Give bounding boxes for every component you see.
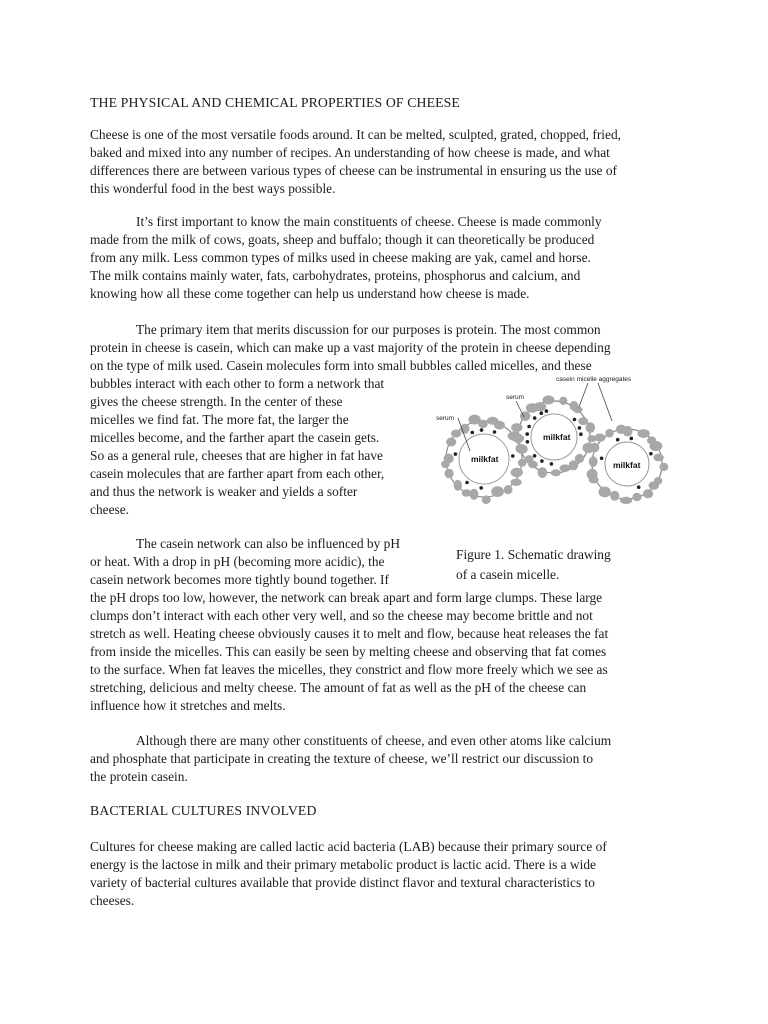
figure-caption-line: of a casein micelle. — [456, 567, 560, 582]
label-milkfat-left: milkfat — [471, 454, 499, 464]
calcium-phosphate-dot — [525, 432, 529, 436]
section-heading: BACTERIAL CULTURES INVOLVED — [90, 803, 317, 818]
casein-submicelle — [445, 469, 454, 478]
casein-submicelle — [446, 438, 456, 447]
text-line: made from the milk of cows, goats, sheep and buffalo; though it can theoretically be produced — [90, 232, 595, 247]
calcium-phosphate-dot — [511, 454, 515, 458]
calcium-phosphate-dot — [527, 425, 531, 429]
calcium-phosphate-dot — [540, 411, 544, 415]
casein-submicelle — [610, 491, 619, 501]
casein-submicelle — [525, 455, 534, 463]
text-line: casein molecules that are farther apart from each other, — [90, 466, 385, 481]
casein-submicelle — [653, 454, 663, 462]
casein-submicelle — [511, 468, 523, 477]
calcium-phosphate-dot — [454, 452, 458, 456]
casein-submicelle — [660, 463, 669, 471]
figure-caption-line: Figure 1. Schematic drawing — [456, 547, 611, 562]
casein-submicelle — [632, 493, 641, 502]
calcium-phosphate-dot — [600, 457, 604, 461]
casein-submicelle — [637, 429, 649, 438]
calcium-phosphate-dot — [545, 409, 549, 413]
casein-submicelle — [494, 421, 505, 430]
label-serum-top: serum — [506, 394, 525, 401]
text-line: knowing how all these come together can help us understand how cheese is made. — [90, 286, 530, 301]
calcium-phosphate-dot — [573, 418, 577, 422]
text-line: The milk contains mainly water, fats, carbohydrates, proteins, phosphorus and calcium, and — [90, 268, 581, 283]
casein-submicelle — [594, 434, 605, 442]
text-line: Although there are many other constituents of cheese, and even other atoms like calcium — [136, 733, 612, 748]
casein-submicelle — [543, 395, 555, 404]
casein-submicelle — [573, 406, 583, 413]
casein-submicelle — [511, 423, 522, 432]
casein-submicelle — [559, 464, 570, 471]
text-line: The primary item that merits discussion for our purposes is protein. The most common — [136, 322, 601, 337]
calcium-phosphate-dot — [479, 486, 483, 490]
text-line: cheeses. — [90, 893, 135, 908]
casein-submicelle — [586, 422, 596, 433]
text-line: differences there are between various types of cheese can be instrumental in ensuring us the use of — [90, 163, 617, 178]
calcium-phosphate-dot — [578, 426, 582, 430]
text-line: to the surface. When fat leaves the micelles, they constrict and flow more freely which we see as — [90, 662, 608, 677]
casein-submicelle — [623, 426, 633, 437]
calcium-phosphate-dot — [649, 452, 653, 456]
casein-submicelle — [534, 402, 547, 411]
calcium-phosphate-dot — [630, 437, 634, 441]
calcium-phosphate-dot — [480, 428, 484, 432]
casein-submicelle — [460, 424, 469, 434]
calcium-phosphate-dot — [471, 431, 475, 435]
label-milkfat-mid: milkfat — [543, 432, 571, 442]
casein-submicelle — [620, 497, 632, 504]
casein-submicelle — [599, 487, 611, 498]
text-line: the pH drops too low, however, the network can break apart and form large clumps. These large — [90, 590, 603, 605]
text-line: from inside the micelles. This can easily be seen by melting cheese and observing that fat comes — [90, 644, 607, 659]
text-line: It’s first important to know the main constituents of cheese. Cheese is made commonly — [136, 214, 602, 229]
casein-submicelle — [551, 469, 561, 476]
text-line: and thus the network is weaker and yields a softer — [90, 484, 358, 499]
calcium-phosphate-dot — [465, 481, 469, 485]
calcium-phosphate-dot — [493, 430, 497, 434]
text-line: So as a general rule, cheeses that are higher in fat have — [90, 448, 383, 463]
text-line: influence how it stretches and melts. — [90, 698, 286, 713]
text-line: bubbles interact with each other to form a network that — [90, 376, 385, 391]
casein-submicelle — [650, 441, 663, 451]
text-line: and phosphate that participate in creating the texture of cheese, we’ll restrict our discussion to — [90, 751, 594, 766]
casein-submicelle — [538, 467, 548, 478]
leader-line — [579, 383, 588, 407]
text-line: on the type of milk used. Casein molecules form into small bubbles called micelles, and these — [90, 358, 592, 373]
text-line: casein network becomes more tightly bound together. If — [90, 572, 389, 587]
casein-submicelle — [589, 456, 598, 467]
text-line: from any milk. Less common types of milks used in cheese making are yak, camel and horse. — [90, 250, 591, 265]
text-line: protein in cheese is casein, which can make up a vast majority of the protein in cheese depending — [90, 340, 611, 355]
calcium-phosphate-dot — [533, 416, 537, 420]
section-heading: THE PHYSICAL AND CHEMICAL PROPERTIES OF CHEESE — [90, 95, 460, 110]
text-line: or heat. With a drop in pH (becoming more acidic), the — [90, 554, 385, 569]
casein-submicelle — [587, 469, 598, 480]
casein-submicelle — [605, 429, 614, 438]
text-line: baked and mixed into any number of recipes. An understanding of how cheese is made, and what — [90, 145, 610, 160]
text-line: clumps don’t interact with each other very well, and so the cheese may become brittle and not — [90, 608, 593, 623]
casein-submicelle — [462, 489, 472, 497]
casein-submicelle — [478, 420, 488, 428]
casein-submicelle — [482, 495, 491, 504]
text-line: this wonderful food in the best ways possible. — [90, 181, 336, 196]
text-line: micelles become, and the farther apart the casein gets. — [90, 430, 380, 445]
label-serum-left: serum — [436, 415, 455, 422]
casein-submicelle — [451, 430, 461, 438]
calcium-phosphate-dot — [526, 440, 530, 444]
text-line: the protein casein. — [90, 769, 188, 784]
label-milkfat-right: milkfat — [613, 460, 641, 470]
label-aggregates: casein micelle aggregates — [556, 376, 632, 383]
leader-line — [598, 383, 612, 421]
casein-submicelle — [504, 485, 513, 494]
casein-submicelle — [444, 454, 454, 464]
text-line: micelles we find fat. The more fat, the larger the — [90, 412, 349, 427]
casein-submicelle — [511, 479, 522, 486]
casein-submicelle — [514, 433, 523, 444]
calcium-phosphate-dot — [637, 485, 641, 489]
casein-submicelle — [515, 444, 525, 453]
leader-line — [516, 401, 524, 417]
text-line: energy is the lactose in milk and their primary metabolic product is lactic acid. There is a wide — [90, 857, 596, 872]
text-line: Cultures for cheese making are called lactic acid bacteria (LAB) because their primary source of — [90, 839, 607, 854]
calcium-phosphate-dot — [533, 454, 537, 458]
text-line: variety of bacterial cultures available that provide distinct flavor and textural characteristics to — [90, 875, 595, 890]
calcium-phosphate-dot — [540, 459, 544, 463]
text-line: cheese. — [90, 502, 130, 517]
calcium-phosphate-dot — [616, 438, 620, 442]
casein-submicelle — [578, 417, 588, 425]
casein-micelle-figure — [436, 373, 672, 509]
casein-submicelle — [590, 443, 599, 452]
text-line: stretching, delicious and melty cheese. The amount of fat as well as the pH of the cheese can — [90, 680, 587, 695]
casein-submicelle — [649, 481, 660, 489]
calcium-phosphate-dot — [579, 432, 583, 436]
casein-submicelle — [559, 397, 567, 405]
text-line: The casein network can also be influenced by pH — [136, 536, 400, 551]
text-line: Cheese is one of the most versatile foods around. It can be melted, sculpted, grated, chopped, fried, — [90, 127, 621, 142]
casein-submicelle — [454, 480, 462, 491]
casein-submicelle — [643, 489, 653, 498]
casein-submicelle — [491, 486, 504, 497]
calcium-phosphate-dot — [550, 462, 554, 466]
text-line: gives the cheese strength. In the center of these — [90, 394, 343, 409]
text-line: stretch as well. Heating cheese obviously causes it to melt and flow, because heat releases the fat — [90, 626, 609, 641]
